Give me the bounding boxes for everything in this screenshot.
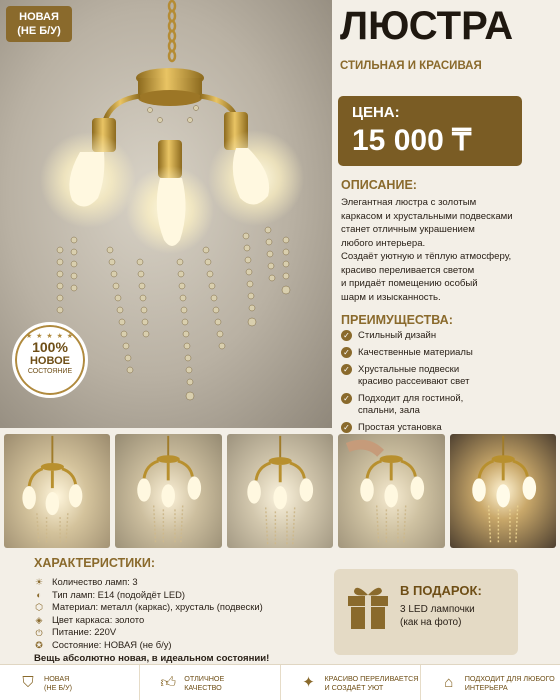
hero-photo: [0, 0, 332, 428]
thumbnail-photo[interactable]: [4, 434, 110, 548]
description-line: Элегантная люстра с золотым: [341, 197, 477, 208]
advantages-list: [341, 330, 555, 439]
description-line: Создаёт уютную и тёплую атмосферу,: [341, 251, 512, 262]
gift-text: [400, 603, 475, 629]
new-badge: [6, 6, 72, 42]
advantage-item: [341, 364, 555, 388]
description-line: станет отличным украшением: [341, 224, 475, 235]
gift-heading: В ПОДАРОК:: [400, 583, 482, 598]
seal-percent: 100%: [32, 339, 68, 355]
footer-feature-text: ПОДХОДИТ ДЛЯ ЛЮБОГО ИНТЕРЬЕРА: [464, 673, 555, 692]
description-line: любого интерьера.: [341, 237, 426, 249]
spec-text: Питание: 220V: [52, 626, 117, 638]
description-line: и придаёт помещению особый: [341, 278, 478, 289]
seal-new: НОВОЕ: [29, 355, 71, 367]
power-icon: ⏻: [35, 627, 43, 638]
description-line: красиво переливается светом: [341, 264, 475, 276]
thumbnail-photo[interactable]: [338, 434, 444, 548]
description-text: [341, 196, 555, 304]
spec-text: Состояние: НОВАЯ (не б/у): [52, 638, 172, 650]
spec-text: Материал: металл (каркас), хрусталь (подвески): [52, 601, 263, 613]
gift-icon: [346, 583, 390, 631]
advantage-item: [341, 347, 555, 359]
new-badge-line1: НОВАЯ: [19, 11, 59, 23]
specs-heading: ХАРАКТЕРИСТИКИ:: [34, 556, 155, 570]
spec-text: Количество ламп: 3: [52, 576, 138, 587]
price-label: ЦЕНА:: [352, 104, 400, 121]
advantage-text: Подходит для гостиной, спальни, зала: [358, 393, 464, 416]
lamp-icon: ☀: [34, 577, 44, 588]
specs-note: Вещь абсолютно новая, в идеальном состоянии!: [34, 652, 270, 664]
page-subtitle: СТИЛЬНАЯ И КРАСИВАЯ: [340, 60, 482, 72]
thumbs-up-icon: 👍︎: [160, 673, 177, 691]
features-footer: [0, 664, 560, 700]
check-icon: ✓: [341, 422, 352, 433]
advantage-item: [341, 393, 555, 417]
price-value: 15 000 ₸: [352, 124, 472, 157]
advantage-text: Стильный дизайн: [358, 330, 437, 341]
material-icon: ⬡: [35, 602, 43, 613]
specs-list: [34, 576, 269, 665]
advantage-item: [341, 422, 555, 434]
shield-check-icon: ⛉: [22, 673, 34, 691]
page-title: ЛЮСТРА: [340, 4, 514, 48]
footer-feature-text: НОВАЯ (НЕ Б/У): [44, 673, 73, 692]
spec-item: [34, 614, 269, 627]
thumbnail-photo[interactable]: [450, 434, 556, 548]
spec-text: Тип ламп: E14 (подойдёт LED): [52, 588, 186, 600]
footer-feature-text: КРАСИВО ПЕРЕЛИВАЕТСЯ И СОЗДАЁТ УЮТ: [324, 673, 419, 692]
bulb-icon: ◐: [36, 589, 42, 600]
thumbnail-gallery: [4, 434, 556, 548]
gift-box: [334, 569, 518, 655]
advantage-text: Простая установка: [358, 422, 442, 433]
footer-feature: [140, 665, 280, 700]
advantage-item: [341, 330, 555, 342]
description-heading: ОПИСАНИЕ:: [341, 178, 417, 192]
advantage-text: Качественные материалы: [358, 347, 473, 358]
home-icon: ⌂: [444, 673, 454, 691]
seal-condition: СОСТОЯНИЕ: [27, 368, 73, 375]
spec-item: [34, 589, 269, 602]
footer-feature-text: ОТЛИЧНОЕ КАЧЕСТВО: [184, 673, 225, 692]
spec-item: [34, 576, 269, 589]
footer-feature: [421, 665, 560, 700]
seal-stars: ★ ★ ★ ★ ★: [25, 333, 75, 340]
price-box: [338, 96, 522, 166]
footer-feature: [281, 665, 421, 700]
thumbnail-photo[interactable]: [227, 434, 333, 548]
gift-line1: 3 LED лампочки: [400, 604, 475, 615]
new-badge-line2: (НЕ Б/У): [17, 25, 61, 37]
check-icon: ✓: [341, 347, 352, 358]
spec-item: [34, 639, 269, 652]
check-icon: ✓: [341, 364, 352, 375]
color-icon: ◈: [35, 615, 43, 626]
thumbnail-photo[interactable]: [115, 434, 221, 548]
check-icon: ✓: [341, 393, 352, 404]
spec-item: [34, 601, 269, 614]
badge-icon: ✪: [35, 640, 43, 651]
gift-line2: (как на фото): [400, 617, 462, 628]
description-line: шарм и изысканность.: [341, 291, 441, 303]
footer-feature: [0, 665, 140, 700]
check-icon: ✓: [341, 330, 352, 341]
spec-text: Цвет каркаса: золото: [52, 613, 145, 625]
new-condition-seal: [12, 322, 88, 398]
spec-item: [34, 626, 269, 639]
advantage-text: Хрустальные подвески красиво рассеивают свет: [358, 364, 470, 387]
description-line: каркасом и хрустальными подвесками: [341, 210, 513, 222]
sparkle-icon: ✦: [302, 673, 315, 691]
advantages-heading: ПРЕИМУЩЕСТВА:: [341, 313, 453, 327]
